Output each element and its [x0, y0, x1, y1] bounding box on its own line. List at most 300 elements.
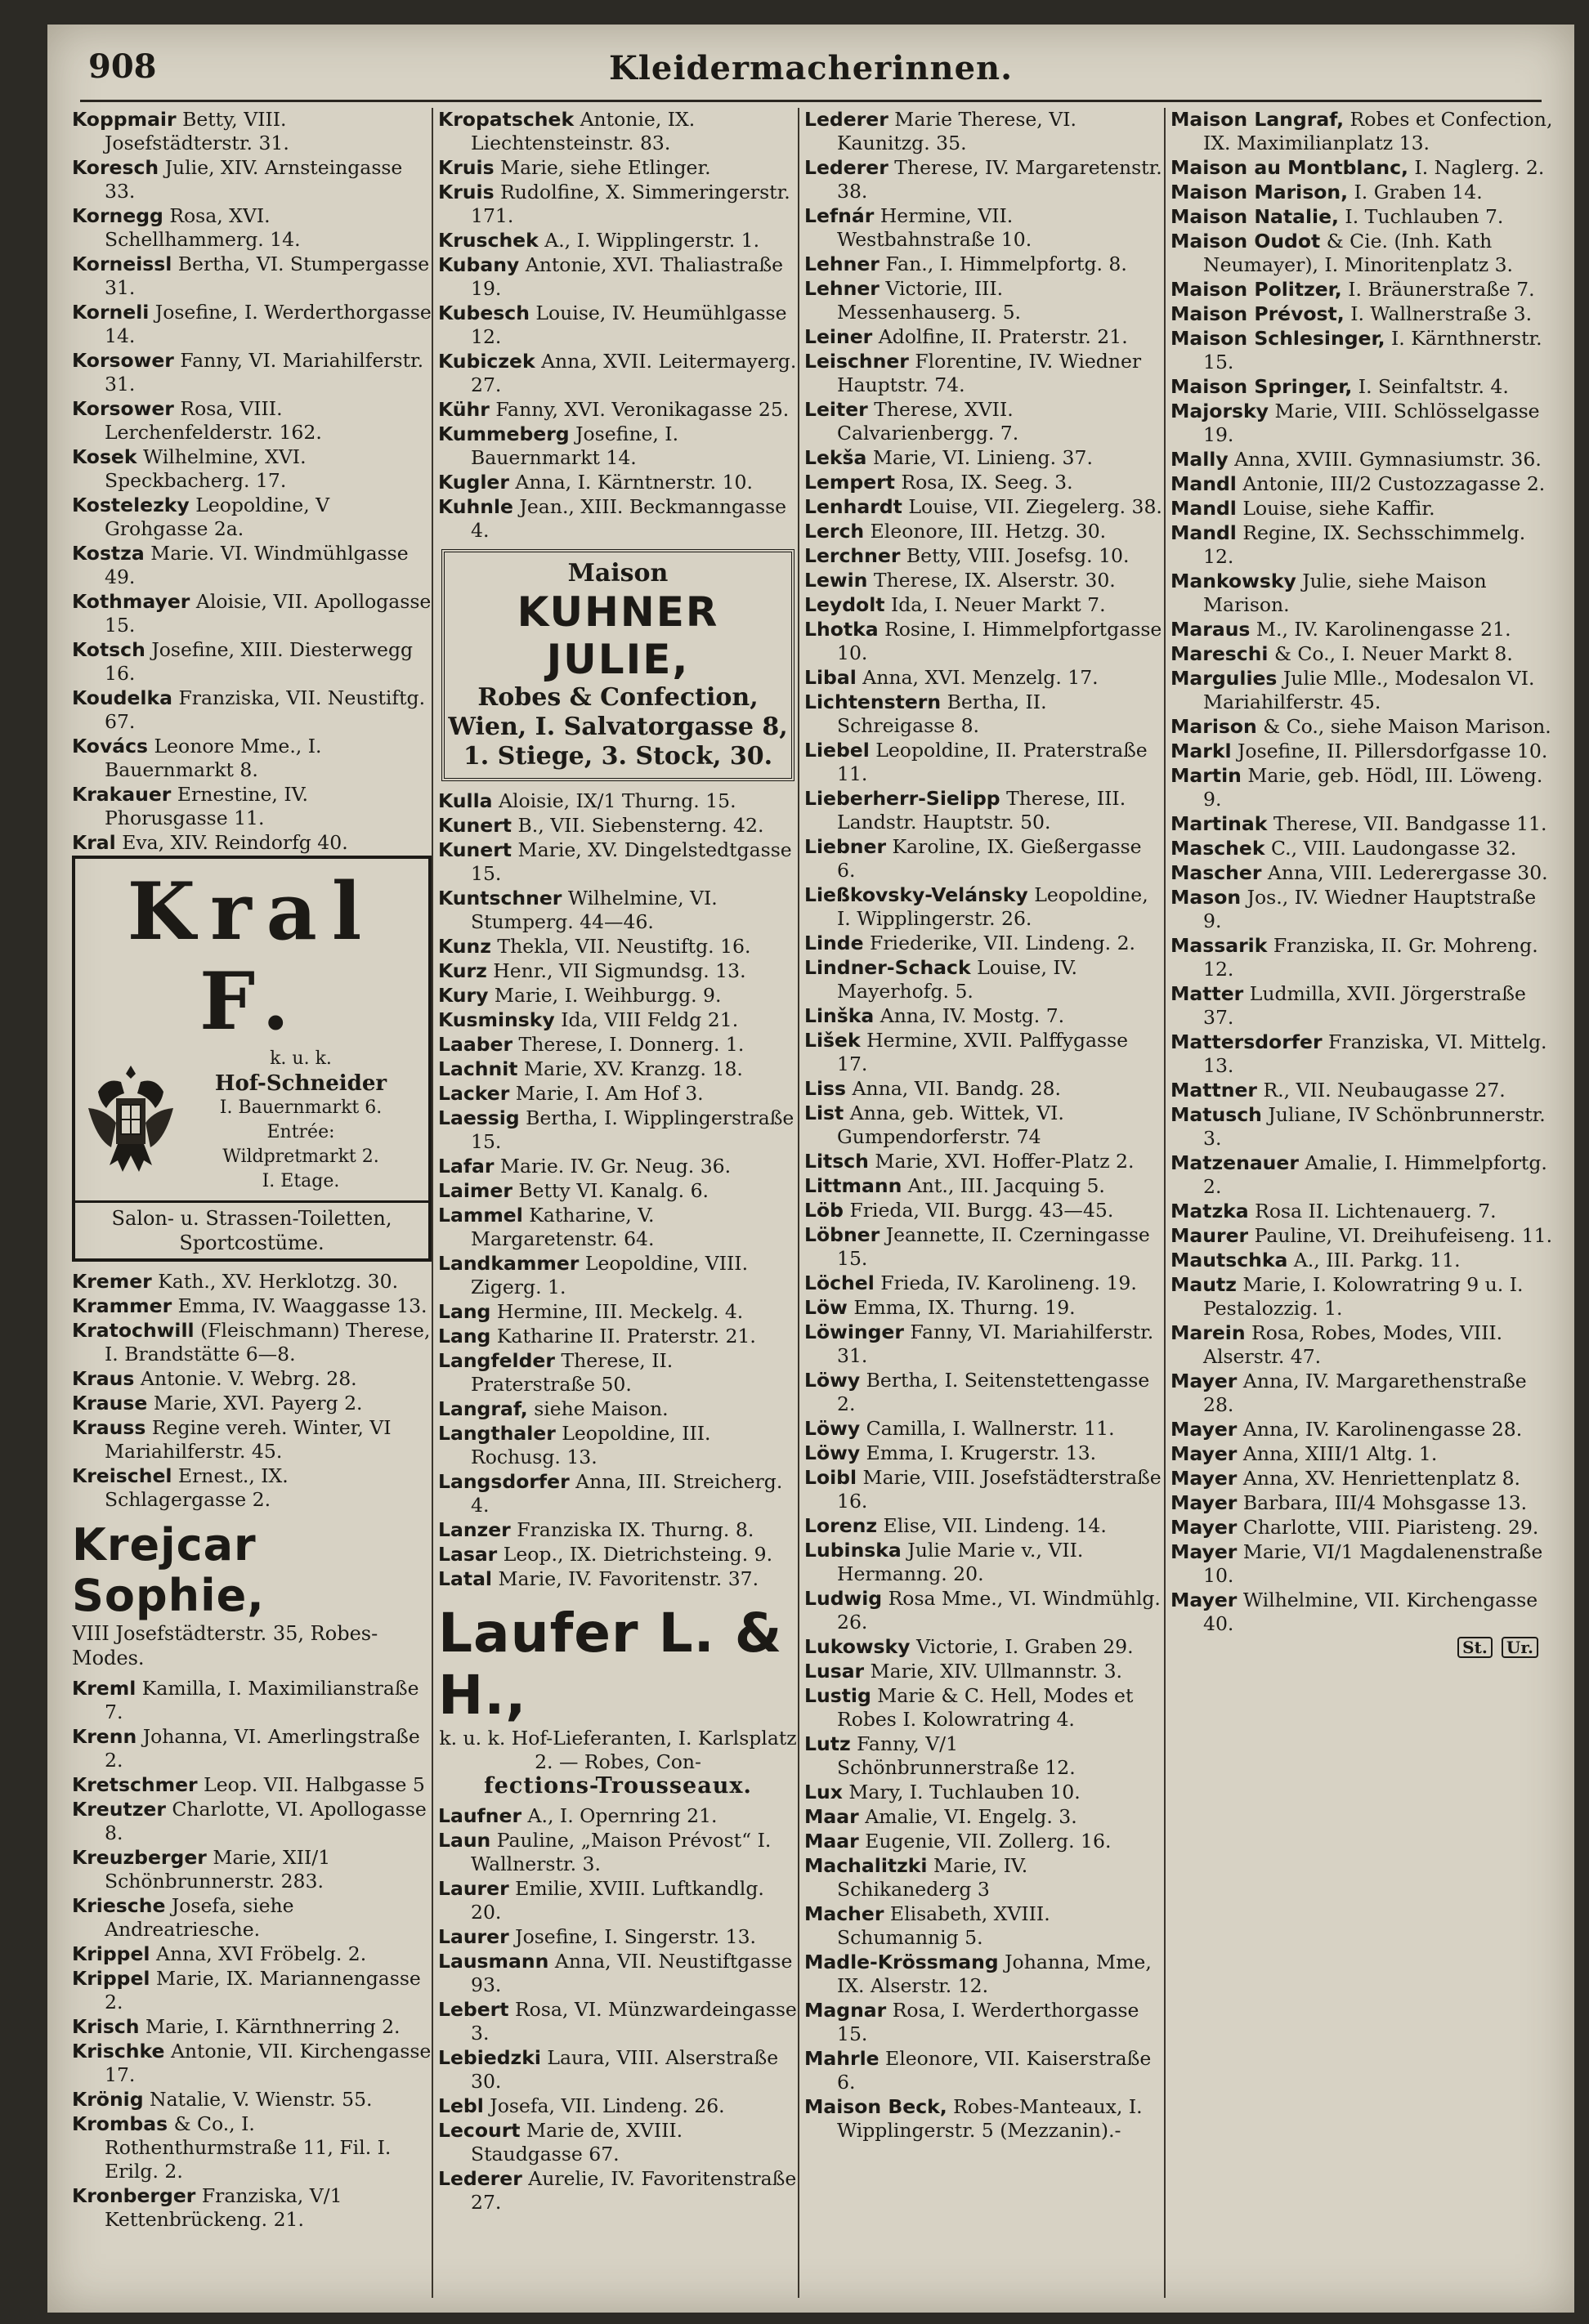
directory-entry	[1170, 837, 1555, 860]
entry-name: Mandl	[1170, 472, 1237, 495]
ad-kral-body	[75, 1047, 428, 1194]
directory-entry	[438, 398, 798, 422]
directory-entry	[804, 1805, 1164, 1829]
entry-text: Emma, IX. Thurng. 19.	[853, 1296, 1076, 1319]
entry-text: Julie, XIV. Arnsteingasse 33.	[105, 156, 403, 203]
entry-name: Maison Natalie,	[1170, 205, 1339, 228]
entry-name: Löwy	[804, 1441, 861, 1464]
entry-text: Hermine, VII. Westbahnstraße 10.	[837, 204, 1032, 251]
directory-entry	[1170, 1151, 1555, 1199]
entry-name: Krombas	[72, 2112, 168, 2135]
directory-entry	[804, 690, 1164, 738]
entry-name: Krenn	[72, 1725, 137, 1748]
entry-name: Laufner	[438, 1804, 522, 1827]
directory-entry	[438, 156, 798, 180]
entry-name: Mayer	[1170, 1467, 1238, 1490]
header-rule	[80, 100, 1542, 102]
entry-text: Adolfine, II. Praterstr. 21.	[878, 325, 1128, 348]
entry-text: Leopoldine, II. Praterstraße 11.	[837, 739, 1148, 785]
entry-name: Lederer	[438, 2167, 522, 2190]
entry-text: Marie, XV. Dingelstedtgasse 15.	[471, 838, 792, 885]
entry-text: Eleonore, VII. Kaiserstraße 6.	[837, 2047, 1152, 2094]
entry-text: Hermine, III. Meckelg. 4.	[496, 1300, 744, 1323]
entry-list	[438, 108, 798, 543]
entry-text: Ernestine, IV. Phorusgasse 11.	[105, 783, 308, 829]
entry-text: Fanny, VI. Mariahilferstr. 31.	[105, 349, 424, 396]
entry-name: Martinak	[1170, 812, 1268, 835]
directory-entry	[438, 2167, 798, 2215]
directory-entry	[1170, 108, 1555, 155]
entry-name: Lišek	[804, 1029, 861, 1052]
entry-text: Pauline, „Maison Prévost“ I. Wallnerstr. 3.	[471, 1829, 772, 1875]
entry-text: Franziska, II. Gr. Mohreng. 12.	[1203, 934, 1538, 981]
entry-text: Marie, VIII. Josefstädterstraße 16.	[837, 1466, 1162, 1513]
entry-name: Lukowsky	[804, 1635, 911, 1658]
directory-entry	[804, 350, 1164, 397]
entry-text: Therese, XVII. Calvarienbergg. 7.	[837, 398, 1019, 445]
ad-laufer-lines	[438, 1727, 798, 1798]
directory-entry	[438, 1998, 798, 2045]
directory-entry	[804, 1223, 1164, 1271]
entry-text: I. Wallnerstraße 3.	[1350, 302, 1533, 325]
entry-text: Jean., XIII. Beckmanngasse 4.	[471, 495, 787, 542]
entry-name: Krause	[72, 1392, 148, 1415]
directory-entry	[1170, 1516, 1555, 1540]
directory-entry	[804, 593, 1164, 617]
double-eagle-emblem-icon	[82, 1059, 180, 1182]
entry-text: Antonie, III/2 Custozzagasse 2.	[1242, 472, 1546, 495]
entry-name: Maar	[804, 1805, 859, 1828]
directory-entry	[438, 181, 798, 228]
directory-entry	[804, 1635, 1164, 1659]
entry-text: Rosa, VIII. Lerchenfelderstr. 162.	[105, 397, 322, 444]
entry-name: Lebl	[438, 2094, 484, 2117]
ad-kral-footer-line: Sportcostüme.	[179, 1231, 325, 1254]
entry-name: Mattner	[1170, 1079, 1257, 1102]
entry-text: Regine, IX. Sechsschimmelg. 12.	[1203, 521, 1526, 568]
ad-krejcar-address: VIII Josefstädterstr. 35, Robes-Modes.	[72, 1622, 378, 1669]
ad-kuhner-line: 1. Stiege, 3. Stock, 30.	[463, 742, 773, 771]
entry-text: Wilhelmine, VI. Stumperg. 44—46.	[471, 887, 718, 933]
directory-entry	[804, 739, 1164, 786]
entry-text: Pauline, VI. Dreihufeiseng. 11.	[1254, 1224, 1553, 1247]
directory-entry	[804, 2095, 1164, 2143]
entry-text: Marie, XVI. Payerg 2.	[153, 1392, 363, 1415]
entry-name: Krönig	[72, 2088, 144, 2111]
directory-entry	[804, 569, 1164, 592]
directory-entry	[438, 1829, 798, 1876]
directory-entry	[804, 956, 1164, 1003]
directory-entry	[72, 349, 432, 396]
entry-text: Rosa, IX. Seeg. 3.	[901, 471, 1073, 494]
entry-text: I. Tuchlauben 7.	[1345, 205, 1504, 228]
entry-name: Lederer	[804, 108, 888, 131]
directory-entry	[1170, 715, 1555, 739]
entry-text: Charlotte, VIII. Piaristeng. 29.	[1242, 1516, 1539, 1539]
running-head: Kleidermacherinnen.	[608, 49, 1014, 87]
directory-entry	[804, 520, 1164, 543]
entry-text: Emma, I. Krugerstr. 13.	[866, 1441, 1097, 1464]
entry-text: Antonie, IX. Liechtensteinstr. 83.	[471, 108, 696, 154]
directory-entry	[804, 325, 1164, 349]
entry-text: Marie. IV. Gr. Neug. 36.	[500, 1155, 732, 1178]
entry-text: Fanny, VI. Mariahilferstr. 31.	[837, 1321, 1154, 1367]
directory-entry	[438, 350, 798, 397]
directory-entry	[72, 1846, 432, 1893]
directory-entry	[804, 398, 1164, 445]
entry-text: Leopoldine, I. Wipplingerstr. 26.	[837, 883, 1148, 930]
entry-text: & Co., I. Neuer Markt 8.	[1273, 642, 1513, 665]
entry-text: Louise, IV. Mayerhofg. 5.	[837, 956, 1078, 1003]
ad-kral-footer	[75, 1200, 428, 1258]
entry-text: Rosa, VI. Münzwardeingasse 3.	[471, 1998, 797, 2045]
entry-name: Löchel	[804, 1271, 875, 1294]
entry-text: Julie Marie v., VII. Hermanng. 20.	[837, 1539, 1084, 1585]
directory-entry	[804, 1029, 1164, 1076]
directory-entry	[438, 229, 798, 253]
entry-text: Anna, XVI Fröbelg. 2.	[155, 1942, 367, 1965]
entry-name: Mareschi	[1170, 642, 1269, 665]
directory-entry	[1170, 400, 1555, 447]
directory-entry	[804, 446, 1164, 470]
entry-name: Mayer	[1170, 1442, 1238, 1465]
entry-text: Bertha, VI. Stumpergasse 31.	[105, 253, 430, 299]
entry-text: Anna, XVII. Leitermayerg. 27.	[471, 350, 797, 396]
entry-name: Kreuzberger	[72, 1846, 207, 1869]
entry-text: Louise, VII. Ziegelerg. 38.	[908, 495, 1162, 518]
entry-text: Marie, I. Weihburgg. 9.	[494, 984, 722, 1007]
entry-name: Maschek	[1170, 837, 1265, 860]
entry-text: Bertha, II. Schreigasse 8.	[837, 690, 1047, 737]
entry-text: Rosa, XVI. Schellhammerg. 14.	[105, 204, 301, 251]
directory-entry	[1170, 1321, 1555, 1369]
entry-name: Kreischel	[72, 1464, 172, 1487]
entry-name: Lichtenstern	[804, 690, 942, 713]
entry-name: Maurer	[1170, 1224, 1249, 1247]
entry-text: Fanny, V/1 Schönbrunnerstraße 12.	[837, 1732, 1076, 1779]
entry-text: Camilla, I. Wallnerstr. 11.	[866, 1417, 1115, 1440]
stamp-badge: Ur.	[1502, 1637, 1538, 1658]
entry-name: Madle-Krössmang	[804, 1951, 999, 1973]
ad-laufer-line: fections-Trousseaux.	[484, 1773, 752, 1799]
entry-list	[72, 1270, 432, 1512]
entry-text: Ida, VIII Feldg 21.	[561, 1008, 739, 1031]
directory-entry	[804, 1296, 1164, 1320]
entry-name: Marison	[1170, 715, 1257, 738]
ad-kral-name: Kral F.	[127, 865, 377, 1048]
directory-entry	[1170, 327, 1555, 374]
directory-entry	[72, 542, 432, 589]
entry-name: Maison au Montblanc,	[1170, 156, 1408, 179]
entry-text: Anna, III. Streicherg. 4.	[471, 1470, 783, 1517]
entry-name: Lerch	[804, 520, 865, 543]
entry-name: Laurer	[438, 1925, 509, 1948]
entry-name: Kratochwill	[72, 1319, 195, 1342]
entry-name: Maison Beck,	[804, 2095, 947, 2118]
entry-name: Maar	[804, 1830, 859, 1852]
entry-text: Ida, I. Neuer Markt 7.	[890, 593, 1106, 616]
directory-entry	[1170, 181, 1555, 204]
directory-entry	[804, 1732, 1164, 1780]
entry-name: Lafar	[438, 1155, 495, 1178]
entry-text: Aurelie, IV. Favoritenstraße 27.	[471, 2167, 797, 2214]
entry-name: Korsower	[72, 397, 174, 420]
directory-entry	[72, 1967, 432, 2014]
entry-text: Florentine, IV. Wiedner Hauptstr. 74.	[837, 350, 1142, 396]
entry-name: Laimer	[438, 1179, 513, 1202]
entry-text: Marie, VIII. Schlösselgasse 19.	[1203, 400, 1540, 446]
entry-name: Kronberger	[72, 2184, 196, 2207]
entry-name: Langthaler	[438, 1422, 556, 1445]
ad-kuhner-name: KUHNER JULIE,	[517, 588, 719, 683]
directory-entry	[438, 1877, 798, 1924]
entry-name: Kruis	[438, 181, 495, 203]
entry-text: & Co., siehe Maison Marison.	[1263, 715, 1551, 738]
entry-text: I. Graben 14.	[1354, 181, 1483, 203]
ad-kral-line: I. Etage.	[262, 1171, 340, 1191]
entry-list	[438, 789, 798, 1591]
entry-text: Betty, VIII. Josefstädterstr. 31.	[105, 108, 289, 154]
directory-entry	[438, 1567, 798, 1591]
directory-entry	[438, 814, 798, 838]
directory-entry	[804, 156, 1164, 203]
directory-entry	[804, 1514, 1164, 1538]
stamp-row	[1170, 1637, 1555, 1658]
entry-name: Kovács	[72, 735, 149, 758]
entry-name: Machalitzki	[804, 1854, 928, 1877]
entry-text: Ant., III. Jacquing 5.	[907, 1174, 1105, 1197]
entry-text: Rosa Mme., VI. Windmühlg. 26.	[837, 1587, 1161, 1634]
entry-name: Mascher	[1170, 861, 1262, 884]
entry-text: Hermine, XVII. Palffygasse 17.	[837, 1029, 1129, 1075]
entry-text: Therese, III. Landstr. Hauptstr. 50.	[837, 787, 1126, 834]
entry-name: Lusar	[804, 1660, 865, 1683]
entry-text: Elise, VII. Lindeng. 14.	[883, 1514, 1107, 1537]
entry-name: Litsch	[804, 1150, 869, 1173]
column-4	[1170, 108, 1555, 2298]
directory-entry	[804, 108, 1164, 155]
entry-text: Marie, IX. Mariannengasse 2.	[105, 1967, 421, 2013]
entry-name: Liebner	[804, 835, 887, 858]
directory-entry	[804, 1660, 1164, 1683]
entry-name: Markl	[1170, 740, 1232, 762]
entry-text: Julie, siehe Maison Marison.	[1203, 570, 1487, 616]
directory-entry	[1170, 497, 1555, 521]
entry-name: Lindner-Schack	[804, 956, 971, 979]
entry-text: Antonie. V. Webrg. 28.	[140, 1367, 357, 1390]
directory-entry	[1170, 375, 1555, 399]
directory-entry	[1170, 521, 1555, 569]
directory-entry	[438, 302, 798, 349]
entry-text: Marie de, XVIII. Staudgasse 67.	[471, 2119, 683, 2165]
directory-entry	[804, 1951, 1164, 1998]
directory-entry	[804, 253, 1164, 276]
ad-krejcar	[72, 1520, 432, 1670]
directory-page	[47, 25, 1574, 2313]
directory-entry	[1170, 1467, 1555, 1490]
entry-name: Langsdorfer	[438, 1470, 570, 1493]
entry-name: Krammer	[72, 1294, 172, 1317]
entry-name: Kretschmer	[72, 1773, 198, 1796]
entry-text: (Fleischmann) Therese, I. Brandstätte 6—8.	[105, 1319, 431, 1365]
entry-name: Kummeberg	[438, 422, 570, 445]
directory-entry	[438, 108, 798, 155]
directory-entry	[1170, 642, 1555, 666]
entry-name: Kostza	[72, 542, 145, 565]
directory-entry	[72, 156, 432, 203]
directory-entry	[72, 445, 432, 493]
directory-entry	[72, 1677, 432, 1724]
directory-entry	[72, 2040, 432, 2087]
directory-entry	[804, 1174, 1164, 1198]
directory-entry	[72, 108, 432, 155]
entry-text: Robes-Manteaux, I. Wipplingerstr. 5 (Mezzanin).-	[837, 2095, 1143, 2142]
entry-name: Lecourt	[438, 2119, 521, 2142]
directory-entry	[1170, 618, 1555, 641]
column-1	[72, 108, 432, 2298]
entry-text: Anna, VII. Bandg. 28.	[852, 1077, 1061, 1100]
entry-list	[804, 108, 1164, 2143]
entry-name: Krischke	[72, 2040, 165, 2063]
entry-text: Marie. VI. Windmühlgasse 49.	[105, 542, 409, 588]
entry-text: Henr., VII Sigmundsg. 13.	[493, 959, 746, 982]
entry-name: Lasar	[438, 1543, 498, 1566]
entry-text: Bertha, I. Wipplingerstraße 15.	[471, 1106, 794, 1153]
entry-name: Kosek	[72, 445, 137, 468]
entry-name: Lausmann	[438, 1950, 549, 1973]
directory-entry	[804, 666, 1164, 690]
entry-text: Katharine, V. Margaretenstr. 64.	[471, 1204, 655, 1250]
column-separator	[432, 108, 433, 2298]
directory-entry	[72, 686, 432, 734]
entry-text: Franziska IX. Thurng. 8.	[517, 1518, 754, 1541]
directory-entry	[804, 1369, 1164, 1416]
entry-text: Marie, IV. Favoritenstr. 37.	[498, 1567, 759, 1590]
entry-text: Katharine II. Praterstr. 21.	[496, 1325, 756, 1347]
entry-text: Anna, IV. Margarethenstraße 28.	[1203, 1370, 1527, 1416]
directory-entry	[72, 2015, 432, 2039]
directory-entry	[72, 2184, 432, 2232]
entry-name: Landkammer	[438, 1252, 580, 1275]
entry-name: Mattersdorfer	[1170, 1030, 1323, 1053]
entry-text: Aloisie, IX/1 Thurng. 15.	[498, 789, 736, 812]
ad-kral-line: Hof-Schneider	[214, 1071, 387, 1096]
entry-name: Mayer	[1170, 1491, 1238, 1514]
entry-name: Löwy	[804, 1417, 861, 1440]
directory-entry	[438, 1082, 798, 1106]
directory-entry	[72, 301, 432, 348]
entry-name: Linška	[804, 1004, 875, 1027]
entry-text: Josefine, I. Singerstr. 13.	[515, 1925, 756, 1948]
entry-text: Leopoldine, V Grohgasse 2a.	[105, 494, 330, 540]
entry-text: A., III. Parkg. 11.	[1293, 1249, 1461, 1271]
entry-text: Laura, VIII. Alserstraße 30.	[471, 2046, 779, 2093]
directory-entry	[804, 1684, 1164, 1732]
entry-text: Marie, XIV. Ullmannstr. 3.	[870, 1660, 1123, 1683]
entry-text: Emilie, XVIII. Luftkandlg. 20.	[471, 1877, 764, 1924]
entry-name: Mayer	[1170, 1516, 1238, 1539]
entry-text: Kamilla, I. Maximilianstraße 7.	[105, 1677, 419, 1723]
directory-entry	[72, 1294, 432, 1318]
directory-entry	[1170, 448, 1555, 472]
directory-entry	[1170, 740, 1555, 763]
entry-text: I. Seinfaltstr. 4.	[1358, 375, 1509, 398]
ad-kral-lines	[180, 1047, 422, 1194]
directory-entry	[1170, 1200, 1555, 1223]
entry-text: Marie, VI. Linieng. 37.	[872, 446, 1093, 469]
entry-name: Kunert	[438, 838, 513, 861]
entry-text: Marie, I. Am Hof 3.	[515, 1082, 704, 1105]
directory-entry	[804, 204, 1164, 252]
entry-name: Matusch	[1170, 1103, 1262, 1126]
entry-text: Marie, VI/1 Magdalenenstraße 10.	[1203, 1540, 1543, 1587]
entry-name: Libal	[804, 666, 857, 689]
stamp-badge: St.	[1457, 1637, 1493, 1658]
directory-entry	[438, 253, 798, 301]
entry-list	[1170, 108, 1555, 1636]
entry-text: Frieda, IV. Karolineng. 19.	[880, 1271, 1137, 1294]
entry-text: Ludmilla, XVII. Jörgerstraße 37.	[1203, 982, 1526, 1029]
entry-text: Eva, XIV. Reindorfg 40.	[122, 831, 348, 854]
directory-entry	[438, 1252, 798, 1299]
entry-text: Leop., IX. Dietrichsteing. 9.	[503, 1543, 773, 1566]
ad-kral-line: I. Bauernmarkt 6.	[219, 1097, 383, 1118]
entry-name: Lhotka	[804, 618, 879, 641]
directory-entry	[72, 1270, 432, 1294]
directory-entry	[804, 544, 1164, 568]
entry-name: Koudelka	[72, 686, 172, 709]
entry-text: C., VIII. Laudongasse 32.	[1270, 837, 1517, 860]
entry-name: Leiner	[804, 325, 873, 348]
entry-text: Rosine, I. Himmelpfortgasse 10.	[837, 618, 1162, 664]
entry-text: Friederike, VII. Lindeng. 2.	[870, 932, 1135, 954]
directory-entry	[72, 2112, 432, 2183]
entry-text: Regine vereh. Winter, VI Mariahilferstr. 45.	[105, 1416, 392, 1463]
directory-entry	[1170, 1103, 1555, 1151]
entry-text: Rudolfine, X. Simmeringerstr. 171.	[471, 181, 790, 227]
directory-entry	[1170, 812, 1555, 836]
ad-laufer-name: Laufer L. & H.,	[438, 1602, 783, 1727]
entry-text: Franziska, V/1 Kettenbrückeng. 21.	[105, 2184, 342, 2231]
entry-text: Therese, II. Praterstraße 50.	[471, 1349, 674, 1396]
entry-text: Fan., I. Himmelpfortg. 8.	[885, 253, 1127, 275]
entry-name: Lebiedzki	[438, 2046, 541, 2069]
entry-name: Lehner	[804, 253, 880, 275]
entry-name: Löwy	[804, 1369, 861, 1392]
entry-name: Kostelezky	[72, 494, 190, 516]
column-3	[804, 108, 1164, 2298]
entry-name: Lang	[438, 1325, 491, 1347]
directory-entry	[1170, 1540, 1555, 1588]
entry-name: Kubany	[438, 253, 520, 276]
entry-text: Josefine, II. Pillersdorfgasse 10.	[1238, 740, 1548, 762]
entry-text: Therese, IV. Margaretenstr. 38.	[837, 156, 1162, 203]
entry-name: Majorsky	[1170, 400, 1269, 422]
entry-text: Rosa II. Lichtenauerg. 7.	[1255, 1200, 1497, 1222]
entry-name: Lehner	[804, 277, 880, 300]
entry-name: Löb	[804, 1199, 844, 1222]
entry-text: Franziska, VI. Mittelg. 13.	[1203, 1030, 1547, 1077]
directory-entry	[438, 1325, 798, 1348]
entry-name: Krippel	[72, 1942, 150, 1965]
directory-entry	[1170, 667, 1555, 714]
entry-name: Kunz	[438, 935, 491, 958]
directory-entry	[1170, 205, 1555, 229]
directory-entry	[804, 1781, 1164, 1804]
directory-entry	[72, 204, 432, 252]
directory-entry	[1170, 278, 1555, 302]
entry-text: R., VII. Neubaugasse 27.	[1263, 1079, 1506, 1102]
